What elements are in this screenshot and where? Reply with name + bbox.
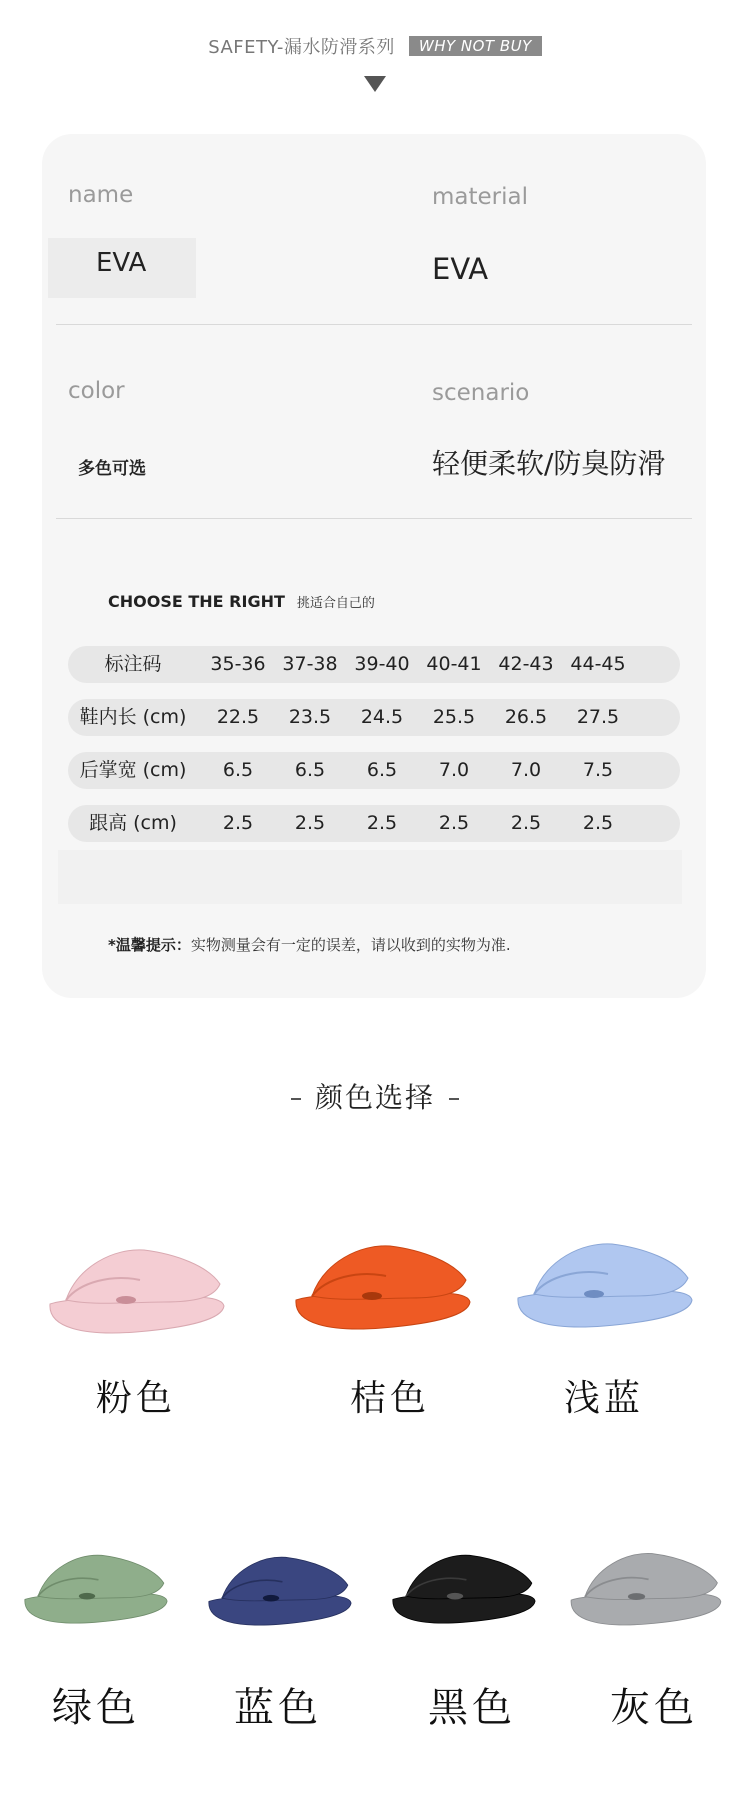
color-name: 粉色: [95, 1378, 176, 1419]
down-arrow-icon: [364, 76, 386, 92]
header: [0, 34, 750, 58]
name-value: EVA: [96, 248, 147, 278]
slipper-image: [566, 1544, 726, 1632]
size-cell: 2.5: [438, 812, 470, 834]
size-cell: 2.5: [582, 812, 614, 834]
slipper-image: [204, 1548, 356, 1632]
color-section-title: [0, 1076, 750, 1116]
size-row: [68, 805, 680, 842]
color-name: 浅蓝: [563, 1378, 644, 1419]
size-cell: 2.5: [294, 812, 326, 834]
size-cell: 6.5: [294, 759, 326, 781]
divider: [56, 518, 692, 519]
measurement-note: [108, 934, 511, 955]
slipper-image: [512, 1234, 698, 1334]
dash-decoration: [291, 1098, 301, 1100]
scenario-label: scenario: [432, 380, 530, 406]
size-cell: 25.5: [432, 706, 476, 728]
size-cell: 2.5: [510, 812, 542, 834]
size-cell: 7.5: [582, 759, 614, 781]
size-cell: 40-41: [426, 653, 482, 675]
header-title: SAFETY-漏水防滑系列: [208, 37, 395, 58]
size-cell: 35-36: [210, 653, 266, 675]
header-tag: WHY NOT BUY: [409, 36, 542, 56]
size-row-label: 标注码: [104, 653, 162, 675]
slipper-image: [20, 1546, 172, 1630]
name-label: name: [68, 182, 134, 208]
blank-band: [58, 850, 682, 904]
size-row-label: 跟高 (cm): [89, 812, 177, 834]
size-row-label: 后掌宽 (cm): [79, 759, 187, 781]
material-value: EVA: [432, 252, 489, 286]
size-cell: 2.5: [222, 812, 254, 834]
divider: [56, 324, 692, 325]
spec-card: [42, 134, 706, 998]
size-chart-title-en: CHOOSE THE RIGHT: [108, 592, 285, 611]
color-name: 桔色: [349, 1378, 430, 1419]
size-cell: 6.5: [222, 759, 254, 781]
size-cell: 22.5: [216, 706, 260, 728]
size-row: [68, 646, 680, 683]
slipper-image: [388, 1546, 540, 1630]
color-name: 黑色: [428, 1685, 516, 1731]
size-cell: 24.5: [360, 706, 404, 728]
size-cell: 27.5: [576, 706, 620, 728]
size-cell: 37-38: [282, 653, 338, 675]
color-value: 多色可选: [78, 459, 146, 479]
size-cell: 23.5: [288, 706, 332, 728]
color-section-title-text: 颜色选择: [314, 1081, 435, 1114]
note-text: 实物测量会有一定的误差，请以收到的实物为准.: [190, 936, 511, 954]
size-cell: 7.0: [438, 759, 470, 781]
size-row-label: 鞋内长 (cm): [79, 706, 187, 728]
size-chart-heading: [108, 592, 375, 611]
size-cell: 6.5: [366, 759, 398, 781]
color-name: 绿色: [52, 1685, 140, 1731]
color-name: 蓝色: [234, 1685, 322, 1731]
color-label: color: [68, 378, 125, 404]
size-cell: 26.5: [504, 706, 548, 728]
color-name: 灰色: [610, 1685, 698, 1731]
material-label: material: [432, 184, 528, 210]
note-prefix: *温馨提示：: [108, 936, 191, 954]
size-cell: 39-40: [354, 653, 410, 675]
slipper-image: [290, 1236, 476, 1336]
size-cell: 2.5: [366, 812, 398, 834]
scenario-value: 轻便柔软/防臭防滑: [432, 447, 666, 480]
slipper-image: [44, 1240, 230, 1340]
size-row: [68, 752, 680, 789]
size-cell: 7.0: [510, 759, 542, 781]
size-cell: 44-45: [570, 653, 626, 675]
size-chart-title-zh: 挑适合自己的: [296, 596, 375, 611]
dash-decoration: [449, 1098, 459, 1100]
size-cell: 42-43: [498, 653, 554, 675]
size-row: [68, 699, 680, 736]
